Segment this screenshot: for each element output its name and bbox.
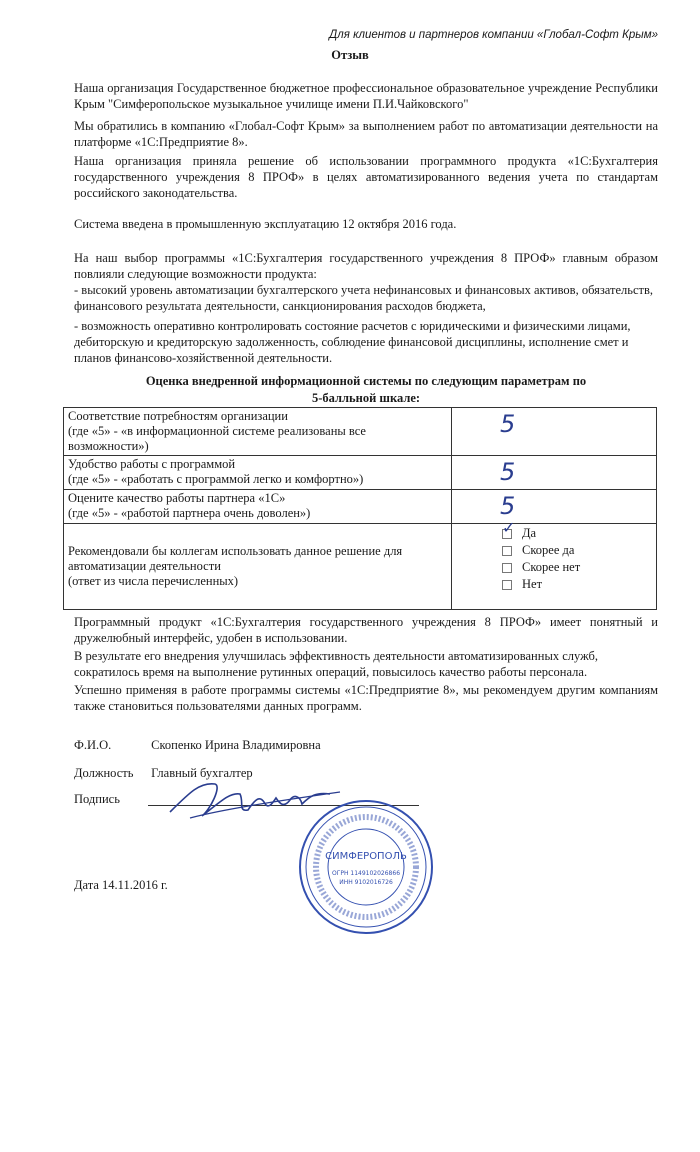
date-row [74, 878, 168, 893]
document-header: Для клиентов и партнеров компании «Глобал-Софт Крым» [329, 29, 658, 41]
checkbox-icon [502, 518, 516, 539]
paragraph-decision: Наша организация приняла решение об использовании программного продукта «1С:Бухгалтерия государственного учреждения 8 ПРОФ» в целях автоматизированного ведения учета по стандартам российского законодательства. [74, 154, 658, 200]
fio-value: Скопенко Ирина Владимировна [151, 738, 321, 752]
criterion-title: Оцените качество работы партнера «1С» [68, 491, 286, 505]
score-handwritten: 5 [500, 458, 516, 486]
checkbox-icon [502, 580, 512, 590]
sign-row [74, 792, 148, 807]
recommend-question-cont: автоматизации деятельности [68, 559, 221, 573]
position-value: Главный бухгалтер [151, 766, 253, 780]
fio-row [74, 738, 321, 753]
criterion-note: (где «5» - «работать с программой легко и комфортно») [68, 472, 364, 486]
stamp-ogrn: ОГРН 1149102026866 [331, 870, 401, 877]
recommend-hint: (ответ из числа перечисленных) [68, 574, 239, 588]
position-label: Должность [74, 766, 134, 780]
document-date: Дата 14.11.2016 г. [74, 878, 168, 892]
table-row [64, 408, 657, 456]
table-row [64, 456, 657, 490]
criterion-cell [64, 408, 452, 456]
paragraph-choice: На наш выбор программы «1С:Бухгалтерия государственного учреждения 8 ПРОФ» главным образом повлияли следующие возможности продукта: [74, 251, 658, 281]
criterion-cell [64, 490, 452, 524]
checkbox-icon [502, 563, 512, 573]
document-title: Отзыв [331, 48, 369, 62]
organization-stamp [296, 797, 436, 937]
criterion-note: (где «5» - «в информационной системе реализованы все возможности») [68, 424, 366, 453]
table-title-line2: 5-балльной шкале: [311, 391, 421, 405]
options-cell [452, 518, 657, 610]
score-handwritten: 5 [500, 492, 516, 520]
paragraph-contact: Мы обратились в компанию «Глобал-Софт Крым» за выполнением работ по автоматизации деятельности на платформе «1С:Предприятие 8». [74, 119, 658, 149]
closing-recommendation: Успешно применяя в работе программы системы «1С:Предприятие 8», мы рекомендуем другим компаниям также становиться пользователями данных программ. [74, 683, 658, 713]
closing-interface: Программный продукт «1С:Бухгалтерия государственного учреждения 8 ПРОФ» имеет понятный и дружелюбный интерфейс, удобен в использовании. [74, 615, 658, 645]
criterion-title: Удобство работы с программой [68, 457, 236, 471]
score-handwritten: 5 [500, 410, 516, 438]
sign-label: Подпись [74, 792, 120, 806]
criterion-cell [64, 456, 452, 490]
paragraph-launch-date: Система введена в промышленную эксплуатацию 12 октября 2016 года. [74, 217, 457, 231]
criterion-title: Соответствие потребностям организации [68, 409, 288, 423]
recommend-cell [64, 524, 452, 610]
bullet-automation: - высокий уровень автоматизации бухгалтерского учета нефинансовых и финансовых активов, обязательств, финансового результата деятельности, санкционирования расходов бюджета, [74, 283, 654, 313]
option-no[interactable]: Нет [502, 576, 652, 593]
option-yes[interactable]: ✓ Да [502, 518, 537, 540]
score-cell [452, 408, 657, 456]
table-title-line1: Оценка внедренной информационной системы по следующим параметрам по [145, 374, 587, 388]
checkmark-icon: ✓ [502, 518, 516, 538]
score-cell [452, 456, 657, 490]
stamp-inn: ИНН 9102016726 [339, 879, 393, 886]
evaluation-table [63, 407, 657, 610]
bullet-control: - возможность оперативно контролировать состояние расчетов с юридическими и физическими лицами, дебиторскую и кредиторскую задолженность, соблюдение финансовой дисциплины, исполнение смет и планов финансово-хозяйственной деятельности. [74, 319, 631, 365]
closing-results: В результате его внедрения улучшилась эффективность деятельности автоматизированных служб, сократилось время на выполнение рутинных операций, повысилось качество работы персонала. [74, 649, 599, 679]
fio-label: Ф.И.О. [74, 738, 112, 752]
criterion-note: (где «5» - «работой партнера очень доволен») [68, 506, 311, 520]
table-row [64, 524, 657, 610]
checkbox-icon [502, 546, 512, 556]
recommend-question: Рекомендовали бы коллегам использовать данное решение для [68, 544, 403, 558]
option-rather-yes[interactable]: Скорее да [502, 542, 652, 559]
paragraph-organization: Наша организация Государственное бюджетное профессиональное образовательное учреждение Республики Крым "Симферопольское музыкальное училище имени П.И.Чайковского" [74, 81, 658, 111]
table-title [74, 373, 658, 407]
stamp-center-text: СИМФЕРОПОЛЬ [325, 851, 407, 862]
option-rather-no[interactable]: Скорее нет [502, 559, 652, 576]
table-row [64, 490, 657, 524]
score-cell [452, 490, 657, 524]
